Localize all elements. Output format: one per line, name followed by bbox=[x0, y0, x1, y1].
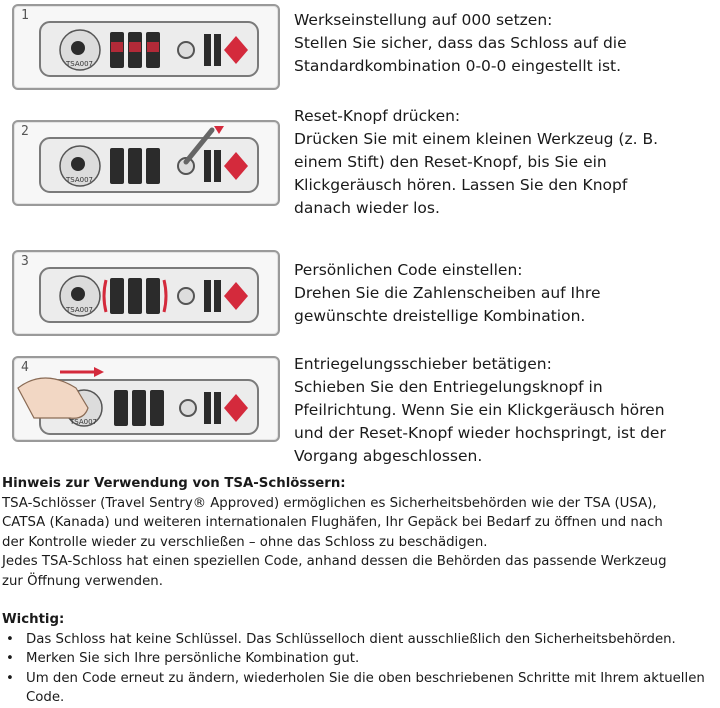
lock-brand-label: TSA007 bbox=[70, 418, 97, 426]
tsa-notes bbox=[2, 474, 718, 708]
step-number: 4 bbox=[21, 360, 29, 375]
step-3-illustration bbox=[12, 250, 280, 336]
step-3-text bbox=[294, 259, 714, 328]
step-1-text bbox=[294, 9, 714, 78]
step-line: Standardkombination 0-0-0 eingestellt ist. bbox=[294, 57, 622, 75]
step-line: Klickgeräusch hören. Lassen Sie den Knopf bbox=[294, 176, 628, 194]
important-bullet: • Das Schloss hat keine Schlüssel. Das Schlüsselloch dient ausschließlich den Sicherheitsbehörden. bbox=[2, 630, 718, 650]
step-title: Entriegelungsschieber betätigen: bbox=[294, 355, 552, 373]
step-1-illustration bbox=[12, 4, 280, 90]
tsa-lock-icon bbox=[14, 358, 278, 440]
lock-brand-label: TSA007 bbox=[66, 60, 93, 68]
notes-line: TSA-Schlösser (Travel Sentry® Approved) ermöglichen es Sicherheitsbehörden wie der TSA (USA), bbox=[2, 495, 657, 511]
important-heading: Wichtig: bbox=[2, 612, 65, 627]
step-line: und der Reset-Knopf wieder hochspringt, ist der bbox=[294, 424, 666, 442]
step-line: Stellen Sie sicher, dass das Schloss auf die bbox=[294, 34, 627, 52]
important-bullet: • Merken Sie sich Ihre persönliche Kombination gut. bbox=[2, 649, 718, 669]
step-title: Reset-Knopf drücken: bbox=[294, 107, 461, 125]
step-4-illustration bbox=[12, 356, 280, 442]
step-line: Schieben Sie den Entriegelungsknopf in bbox=[294, 378, 603, 396]
notes-line: zur Öffnung verwenden. bbox=[2, 573, 163, 589]
notes-line: Jedes TSA-Schloss hat einen speziellen Code, anhand dessen die Behörden das passende Werkzeug bbox=[2, 554, 667, 569]
step-line: einem Stift) den Reset-Knopf, bis Sie ein bbox=[294, 153, 607, 171]
lock-brand-label: TSA007 bbox=[66, 306, 93, 314]
step-line: Vorgang abgeschlossen. bbox=[294, 447, 483, 465]
spacer bbox=[2, 591, 718, 610]
step-title: Persönlichen Code einstellen: bbox=[294, 261, 523, 279]
step-line: Pfeilrichtung. Wenn Sie ein Klickgeräusch hören bbox=[294, 401, 665, 419]
tsa-lock-icon bbox=[14, 252, 278, 334]
lock-brand-label: TSA007 bbox=[66, 176, 93, 184]
step-number: 2 bbox=[21, 124, 29, 139]
step-line: gewünschte dreistellige Kombination. bbox=[294, 307, 586, 325]
tsa-lock-icon bbox=[14, 6, 278, 88]
notes-heading: Hinweis zur Verwendung von TSA-Schlössern: bbox=[2, 476, 346, 491]
step-4-text bbox=[294, 353, 714, 468]
step-line: Drehen Sie die Zahlenscheiben auf Ihre bbox=[294, 284, 601, 302]
notes-line: der Kontrolle wieder zu verschließen – ohne das Schloss zu beschädigen. bbox=[2, 534, 488, 550]
tsa-lock-icon bbox=[14, 122, 278, 204]
step-number: 1 bbox=[21, 8, 29, 23]
important-bullet: • Um den Code erneut zu ändern, wiederholen Sie die oben beschriebenen Schritte mit Ihrem aktuellen Code. bbox=[2, 669, 718, 708]
notes-line: CATSA (Kanada) und weiteren internationalen Flughäfen, Ihr Gepäck bei Bedarf zu öffnen und nach bbox=[2, 515, 663, 530]
important-list bbox=[2, 630, 718, 708]
step-line: Drücken Sie mit einem kleinen Werkzeug (z. B. bbox=[294, 130, 659, 148]
step-2-illustration bbox=[12, 120, 280, 206]
step-title: Werkseinstellung auf 000 setzen: bbox=[294, 11, 553, 29]
step-number: 3 bbox=[21, 254, 29, 269]
step-line: danach wieder los. bbox=[294, 199, 440, 217]
step-2-text bbox=[294, 105, 714, 220]
